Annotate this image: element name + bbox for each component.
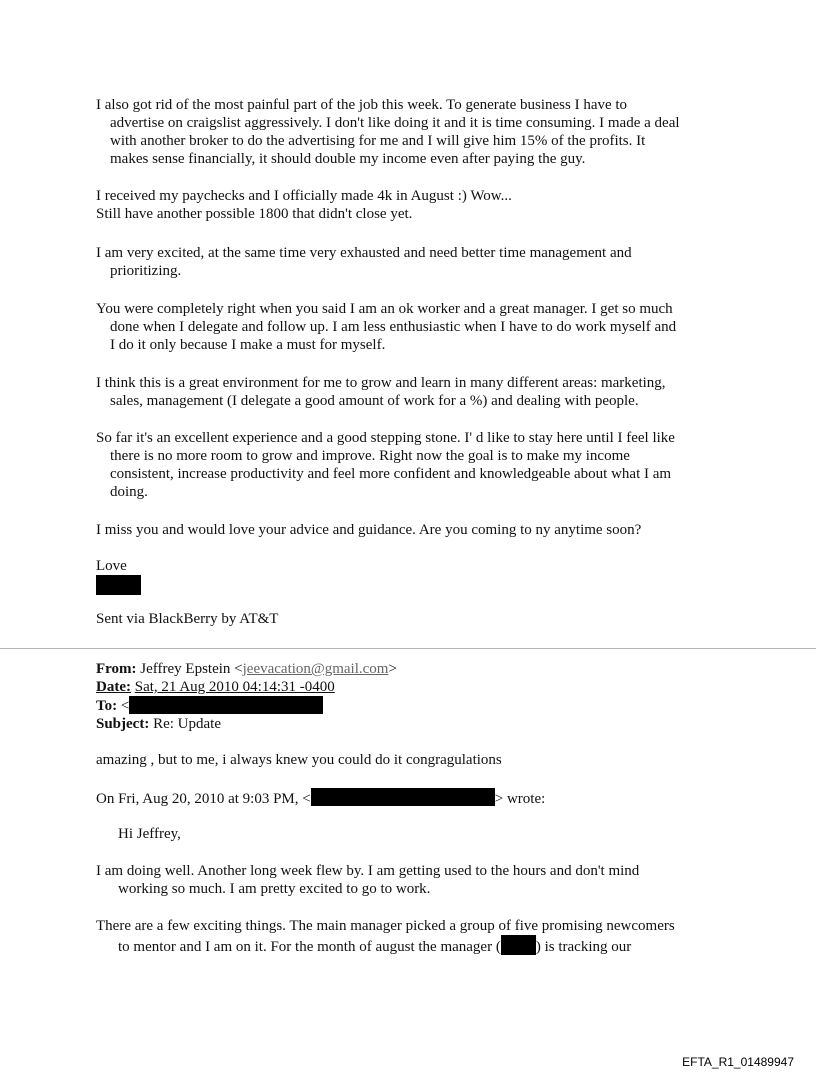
paragraph-craigslist [96, 96, 736, 168]
document-id: EFTA_R1_01489947 [682, 1055, 794, 1069]
redaction-box [129, 696, 323, 714]
text-line: consistent, increase productivity and feel more confident and knowledgeable about what I am [110, 466, 672, 482]
text-line: sales, management (I delegate a good amount of work for a %) and dealing with people. [110, 393, 639, 409]
reply-text [96, 751, 736, 769]
text-line: makes sense financially, it should double my income even after paying the guy. [110, 151, 586, 167]
text-line: with another broker to do the advertising for me and I will give him 15% of the profits. It [110, 133, 646, 149]
from-email-link[interactable]: jeevacation@gmail.com [242, 661, 389, 677]
to-row [96, 696, 736, 715]
date-value: Sat, 21 Aug 2010 04:14:31 -0400 [134, 679, 335, 695]
text-line: I am very excited, at the same time very exhausted and need better time management and [96, 245, 632, 261]
sent-via [96, 610, 736, 628]
subject-row [96, 715, 736, 733]
sign-off-text: Love [96, 558, 127, 574]
paragraph-miss-you [96, 521, 736, 539]
text-segment: ) is tracking our [535, 939, 632, 955]
quote-intro-line [96, 788, 736, 808]
to-label: To: [96, 698, 118, 714]
text-line: You were completely right when you said I am an ok worker and a great manager. I get so much [96, 301, 673, 317]
to-prefix: < [120, 698, 130, 714]
from-name: Jeffrey Epstein < [140, 661, 243, 677]
from-row [96, 660, 736, 678]
date-row [96, 678, 736, 696]
from-close: > [388, 661, 397, 677]
text-segment: to mentor and I am on it. For the month of august the manager ( [118, 939, 501, 955]
paragraph-manager [96, 300, 736, 354]
quoted-paragraph-newcomers [96, 917, 736, 956]
text-line: prioritizing. [110, 263, 182, 279]
redaction-box [96, 575, 141, 595]
quote-intro [96, 788, 736, 808]
text-line: advertise on craigslist aggressively. I don't like doing it and it is time consuming. I made a deal [110, 115, 680, 131]
text-line: done when I delegate and follow up. I am less enthusiastic when I have to do work myself and [110, 319, 677, 335]
paragraph-stepping-stone [96, 429, 736, 501]
message-divider [0, 648, 816, 649]
quote-intro-suffix: > wrote: [494, 791, 546, 807]
text-line: doing. [110, 484, 148, 500]
from-label: From: [96, 661, 137, 677]
paragraph-excited [96, 244, 736, 280]
text-line: there is no more room to grow and improve. Right now the goal is to make my income [110, 448, 630, 464]
text-line: I do it only because I make a must for myself. [110, 337, 386, 353]
text-line: I also got rid of the most painful part of the job this week. To generate business I have to [96, 97, 628, 113]
text-line: amazing , but to me, i always knew you could do it congragulations [96, 752, 502, 768]
text-line: Still have another possible 1800 that didn't close yet. [96, 206, 413, 222]
redaction-box [501, 935, 536, 955]
text-line: I miss you and would love your advice and guidance. Are you coming to ny anytime soon? [96, 522, 642, 538]
paragraph-paychecks [96, 187, 736, 223]
text-line: working so much. I am pretty excited to go to work. [118, 881, 431, 897]
text-line [96, 935, 736, 956]
paragraph-environment [96, 374, 736, 410]
sign-off [96, 557, 736, 595]
subject-value: Re: Update [153, 716, 221, 732]
quote-intro-prefix: On Fri, Aug 20, 2010 at 9:03 PM, < [96, 791, 311, 807]
text-line: There are a few exciting things. The main manager picked a group of five promising newcomers [96, 918, 675, 934]
sent-via-text: Sent via BlackBerry by AT&T [96, 611, 279, 627]
text-line: I received my paychecks and I officially made 4k in August :) Wow... [96, 188, 512, 204]
quoted-greeting [96, 825, 736, 843]
subject-label: Subject: [96, 716, 150, 732]
date-label: Date: [96, 679, 131, 695]
quoted-paragraph-week [96, 862, 736, 898]
text-line: I am doing well. Another long week flew by. I am getting used to the hours and don't mind [96, 863, 640, 879]
redaction-box [311, 788, 495, 806]
text-line: I think this is a great environment for me to grow and learn in many different areas: marketing, [96, 375, 666, 391]
text-line: Hi Jeffrey, [118, 826, 181, 842]
email-header [96, 660, 736, 733]
text-line: So far it's an excellent experience and a good stepping stone. I' d like to stay here until I feel like [96, 430, 675, 446]
